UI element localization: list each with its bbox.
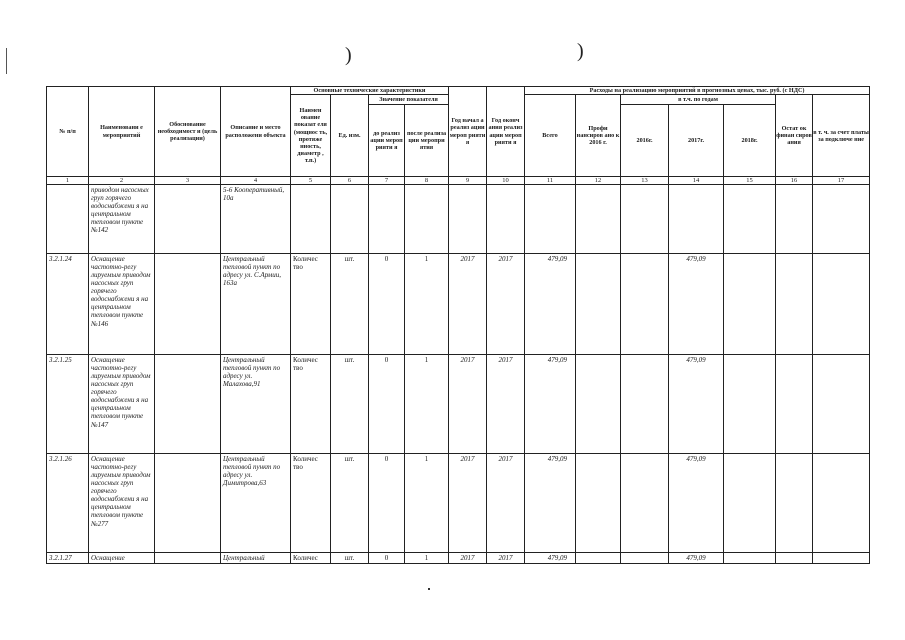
- header-group-value: Значение показателя: [369, 95, 449, 105]
- row-2018: [724, 185, 776, 254]
- row-total: 479,09: [547, 255, 568, 264]
- row-end-year: [487, 185, 525, 254]
- col-number: 17: [813, 177, 870, 185]
- header-2017: 2017г.: [669, 105, 724, 177]
- header-group-by-year: в т.ч. по годам: [621, 95, 776, 105]
- row-after: 1: [424, 255, 429, 264]
- col-number: 1: [47, 177, 89, 185]
- table-row: [47, 254, 870, 355]
- header-2018: 2018г.: [724, 105, 776, 177]
- header-2016: 2016г.: [621, 105, 669, 177]
- row-name: Оснащение частотно-регу лируемым приводом насосных груп горячего водоснабжени я на центральном тепловом пункте №147: [91, 356, 151, 429]
- row-before: [369, 185, 405, 254]
- row-end-year: 2017: [498, 356, 513, 365]
- row-before: 0: [384, 356, 389, 365]
- stray-parenthesis-left: ): [345, 44, 352, 66]
- header-end-year: Год оконч ания реализ ации мероп рияти я: [487, 87, 525, 177]
- scan-dot: [428, 588, 430, 590]
- table-row: [47, 355, 870, 454]
- row-unit: [331, 185, 369, 254]
- row-name: приводом насосных груп горячего водоснабжени я на центральном тепловом пункте №142: [91, 186, 149, 235]
- row-unit: шт.: [344, 554, 355, 563]
- row-connection-fee: [813, 185, 870, 254]
- row-number: 3.2.1.26: [49, 455, 72, 464]
- row-remaining: [776, 553, 813, 564]
- row-start-year: 2017: [460, 455, 475, 464]
- col-number: 14: [669, 177, 724, 185]
- row-2016: [621, 355, 669, 454]
- col-number: 3: [155, 177, 221, 185]
- col-number: 11: [525, 177, 576, 185]
- row-total: 479,09: [547, 455, 568, 464]
- col-number: 6: [331, 177, 369, 185]
- header-prefinanced: Профи нансиров ано к 2016 г.: [576, 95, 621, 177]
- row-after: 1: [424, 356, 429, 365]
- row-2017: [669, 185, 724, 254]
- stray-parenthesis-right: ): [577, 40, 584, 62]
- col-number: 2: [89, 177, 155, 185]
- column-number-row: [47, 177, 870, 185]
- row-remaining: [776, 185, 813, 254]
- row-total: 479,09: [547, 356, 568, 365]
- row-2017: 479,09: [686, 554, 706, 563]
- row-reason: [155, 254, 221, 355]
- table-row: [47, 553, 870, 564]
- col-number: 9: [449, 177, 487, 185]
- row-start-year: 2017: [460, 554, 475, 563]
- row-prefinanced: [576, 553, 621, 564]
- row-2016: [621, 553, 669, 564]
- row-end-year: 2017: [498, 455, 513, 464]
- row-2016: [621, 185, 669, 254]
- row-indicator: Количес тво: [293, 356, 318, 373]
- header-indicator: Наимен ование показат еля (мощнос ть, протяже нность, диаметр , т.п.): [291, 95, 331, 177]
- row-after: [405, 185, 449, 254]
- row-description: 5-6 Кооперативный, 10а: [223, 186, 285, 203]
- row-before: 0: [384, 554, 389, 563]
- row-name: Оснащение: [91, 554, 125, 563]
- header-after: после реализа ции меропри ятия: [405, 105, 449, 177]
- row-number: 3.2.1.24: [49, 255, 72, 264]
- row-connection-fee: [813, 454, 870, 553]
- row-connection-fee: [813, 254, 870, 355]
- header-group-costs: Расходы на реализацию мероприятий в прогнозных ценах, тыс. руб. (с НДС): [525, 87, 870, 95]
- row-remaining: [776, 454, 813, 553]
- row-indicator: [291, 185, 331, 254]
- row-unit: шт.: [344, 255, 355, 264]
- row-before: 0: [384, 255, 389, 264]
- header-description: Описание и место расположени объекта: [221, 87, 291, 177]
- row-2016: [621, 254, 669, 355]
- row-start-year: 2017: [460, 356, 475, 365]
- row-total: [525, 185, 576, 254]
- row-connection-fee: [813, 355, 870, 454]
- row-unit: шт.: [344, 356, 355, 365]
- row-2016: [621, 454, 669, 553]
- row-connection-fee: [813, 553, 870, 564]
- row-remaining: [776, 355, 813, 454]
- row-after: 1: [424, 554, 429, 563]
- row-end-year: 2017: [498, 554, 513, 563]
- col-number: 16: [776, 177, 813, 185]
- col-number: 8: [405, 177, 449, 185]
- row-reason: [155, 185, 221, 254]
- table-row: [47, 185, 870, 254]
- row-end-year: 2017: [498, 255, 513, 264]
- col-number: 4: [221, 177, 291, 185]
- row-unit: шт.: [344, 455, 355, 464]
- row-reason: [155, 355, 221, 454]
- header-start-year: Год начал а реализ ации мероп рияти я: [449, 87, 487, 177]
- col-number: 12: [576, 177, 621, 185]
- header-remaining: Остат ок финан сиров ания: [776, 95, 813, 177]
- row-total: 479,09: [547, 554, 568, 563]
- row-indicator: Количес тво: [293, 455, 318, 472]
- row-before: 0: [384, 455, 389, 464]
- row-prefinanced: [576, 185, 621, 254]
- table-row: [47, 454, 870, 553]
- row-2018: [724, 355, 776, 454]
- scan-edge-line: [6, 48, 7, 74]
- header-connection-fee: в т. ч. за счет платы за подключе ние: [813, 95, 870, 177]
- row-remaining: [776, 254, 813, 355]
- row-2017: 479,09: [686, 255, 706, 264]
- row-description: Центральный тепловой пункт по адресу ул. С.Армии, 163а: [223, 255, 282, 288]
- row-description: Центральный: [223, 554, 265, 563]
- header-name: Наименовани е мероприятий: [89, 87, 155, 177]
- col-number: 13: [621, 177, 669, 185]
- row-prefinanced: [576, 454, 621, 553]
- row-2017: 479,09: [686, 455, 706, 464]
- row-indicator: Количес тво: [293, 255, 318, 272]
- row-number: 3.2.1.27: [49, 554, 72, 563]
- row-after: 1: [424, 455, 429, 464]
- row-description: Центральный тепловой пункт по адресу ул. Малахова,91: [223, 356, 281, 389]
- col-number: 10: [487, 177, 525, 185]
- row-2017: 479,09: [686, 356, 706, 365]
- row-name: Оснащение частотно-регу лируемым приводом насосных груп горячего водоснабжени я на центральном тепловом пункте №277: [91, 455, 151, 528]
- col-number: 15: [724, 177, 776, 185]
- row-number: 3.2.1.25: [49, 356, 72, 365]
- row-prefinanced: [576, 254, 621, 355]
- row-start-year: [449, 185, 487, 254]
- col-number: 7: [369, 177, 405, 185]
- header-group-tech: Основные технические характеристики: [291, 87, 449, 95]
- row-2018: [724, 254, 776, 355]
- header-before: до реализ ации мероп рияти я: [369, 105, 405, 177]
- row-reason: [155, 454, 221, 553]
- row-description: Центральный тепловой пункт по адресу ул. Димитрова,63: [223, 455, 281, 488]
- row-2018: [724, 454, 776, 553]
- header-reason: Обоснование необходимост и (цель реализации): [155, 87, 221, 177]
- col-number: 5: [291, 177, 331, 185]
- row-reason: [155, 553, 221, 564]
- row-indicator: Количес: [293, 554, 318, 563]
- row-2018: [724, 553, 776, 564]
- row-name: Оснащение частотно-регу лируемым приводом насосных груп горячего водоснабжени я на центральном тепловом пункте №146: [91, 255, 151, 328]
- row-number: [47, 185, 89, 254]
- header-unit: Ед. изм.: [331, 95, 369, 177]
- header-total: Всего: [525, 95, 576, 177]
- header-num: № п/п: [47, 87, 89, 177]
- row-start-year: 2017: [460, 255, 475, 264]
- row-prefinanced: [576, 355, 621, 454]
- investment-program-table: [46, 86, 870, 564]
